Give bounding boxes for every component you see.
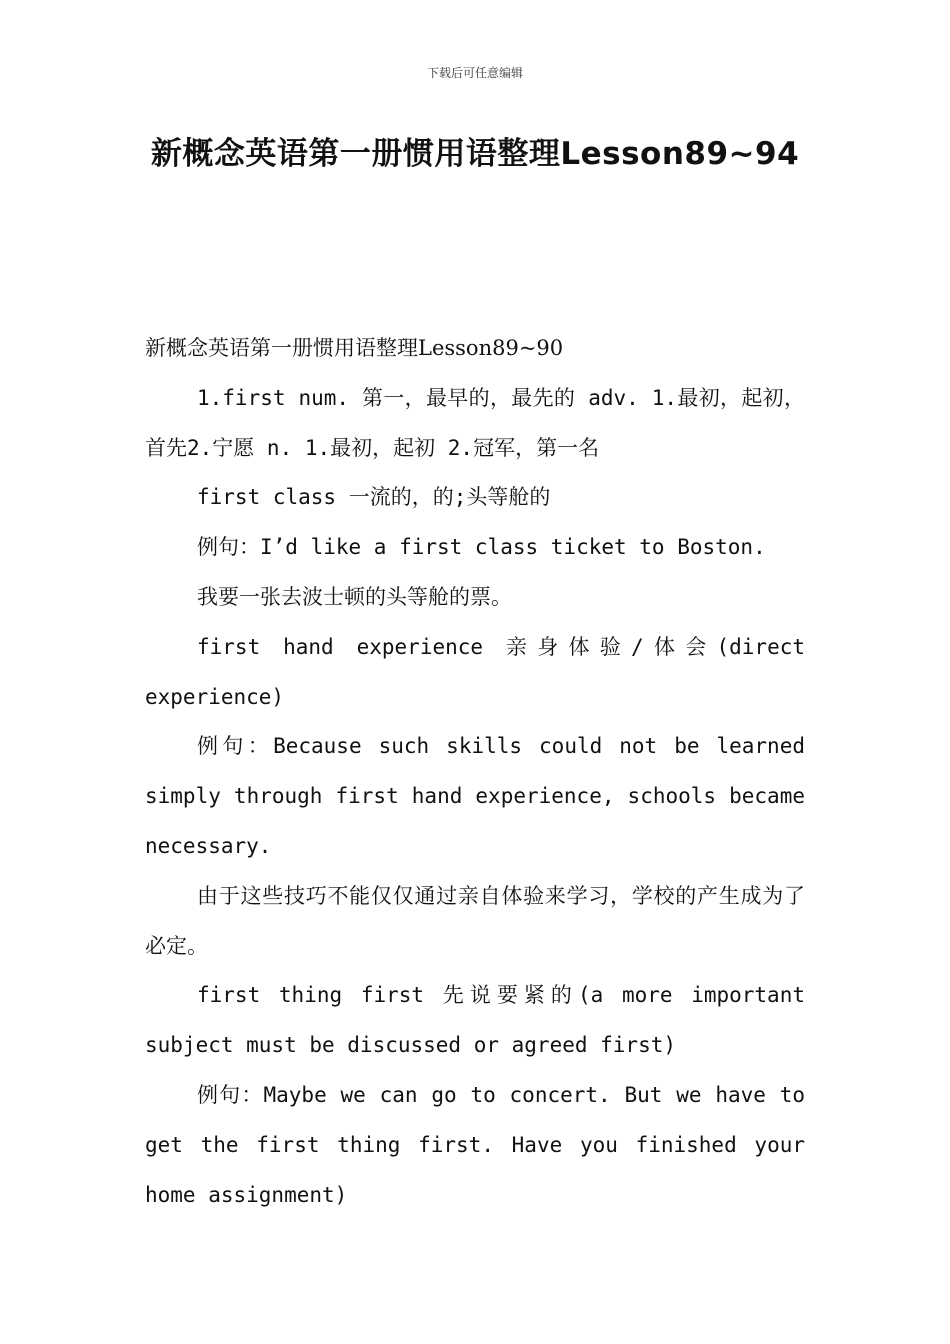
paragraph-example-schools: 例句：Because such skills could not be learned simply through first hand experience, schools became necessary. [145, 734, 805, 858]
document-title: 新概念英语第一册惯用语整理Lesson89~94 [150, 136, 800, 172]
paragraph-first-definition: 1.first num. 第一，最早的，最先的 adv. 1.最初，起初，首先2.宁愿 n. 1.最初，起初 2.冠军，第一名 [145, 385, 805, 460]
paragraph-example-concert: 例句：Maybe we can go to concert. But we have to get the first thing first. Have you finished your home assignment) [145, 1082, 805, 1207]
lesson-subtitle: 新概念英语第一册惯用语整理Lesson89~90 [145, 336, 564, 360]
paragraph-first-hand-experience: first hand experience 亲身体验/体会(direct experience) [145, 634, 805, 709]
paragraph-translation-schools: 由于这些技巧不能仅仅通过亲自体验来学习，学校的产生成为了必定。 [145, 883, 805, 958]
paragraph-translation-boston: 我要一张去波士顿的头等舱的票。 [197, 584, 512, 609]
paragraph-first-thing-first: first thing first 先说要紧的(a more important subject must be discussed or agreed first) [145, 983, 805, 1058]
paragraph-first-class: first class 一流的，的;头等舱的 [197, 485, 551, 510]
document-body [145, 324, 805, 1220]
download-note: 下载后可任意编辑 [426, 66, 523, 80]
paragraph-example-boston: 例句：I’d like a first class ticket to Boston. [197, 535, 766, 560]
